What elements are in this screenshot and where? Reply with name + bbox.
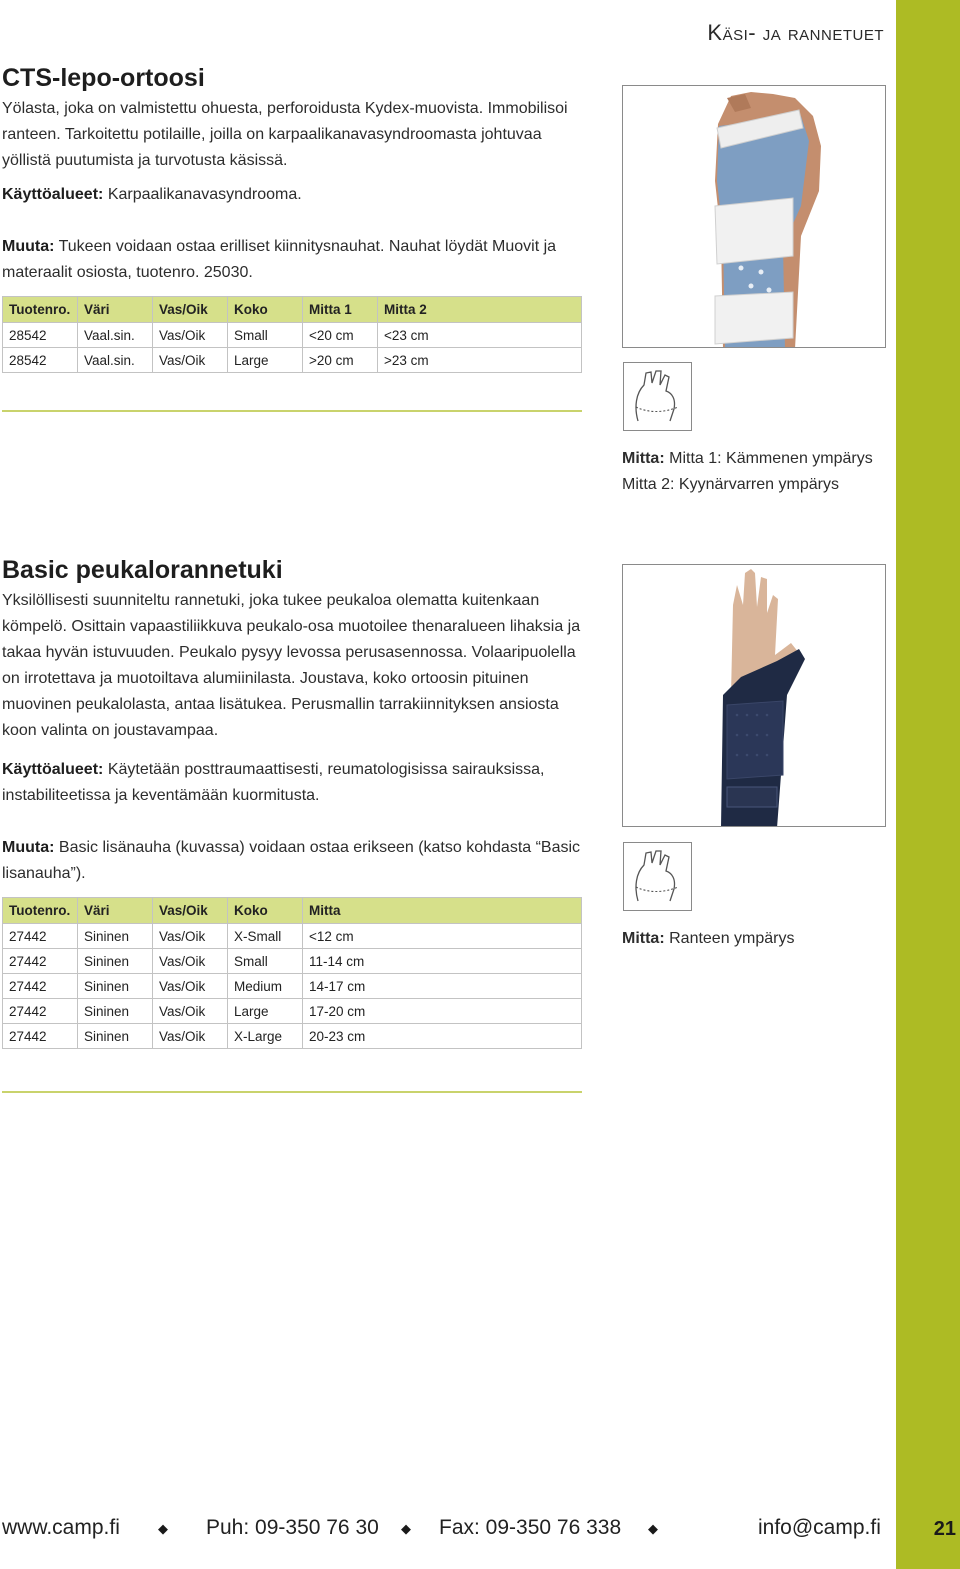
product1-other-label: Muuta: <box>2 238 55 255</box>
product1-measure-label: Mitta: <box>622 450 665 467</box>
table-cell: Sininen <box>78 999 153 1024</box>
table-cell: <12 cm <box>303 924 582 949</box>
table-cell: 11-14 cm <box>303 949 582 974</box>
hand-measurement-icon <box>623 842 692 911</box>
product2-size-table <box>2 897 582 1049</box>
col-header-measure2: Mitta 2 <box>378 297 582 323</box>
table-cell: Large <box>228 999 303 1024</box>
table-cell: Sininen <box>78 949 153 974</box>
table-row <box>3 348 582 373</box>
col-header-side: Vas/Oik <box>153 898 228 924</box>
product2-measure <box>622 926 795 952</box>
section-title: Käsi- ja rannetuet <box>707 20 884 45</box>
table-cell: Vas/Oik <box>153 348 228 373</box>
col-header-size: Koko <box>228 297 303 323</box>
separator-diamond-icon: ◆ <box>158 1521 168 1536</box>
product2-description: Yksilöllisesti suunniteltu rannetuki, joka tukee peukaloa olematta kuitenkaan kömpelö. Osittain vapaastiliikkuva peukalo-osa muotoilee thenaralueen lihaksia ja takaa hyvän istuvuuden. Peukalo pysyy levossa perusasennossa. Volaaripuolella on irrotettava ja muotoiltava alumiinilasta. Joustava, koko ortoosin pituinen muovinen peukalolasta, antaa lisätukea. Perusmallin tarrakiinnityksen ansiosta koon valinta on joustavampaa. <box>2 592 581 739</box>
product2-usage-text: Käytetään posttraumaattisesti, reumatologisissa sairauksissa, instabiliteetissa ja keventämään kuormitusta. <box>2 761 545 804</box>
product1-description: Yölasta, joka on valmistettu ohuesta, perforoidusta Kydex-muovista. Immobilisoi ranteen. Tarkoitettu potilaille, joilla on karpaalikanavasyndroomasta johtuvaa yöllistä puutumista ja turvotusta käsissä. <box>2 100 568 169</box>
table-header-row <box>3 898 582 924</box>
product1-usage-text: Karpaalikanavasyndrooma. <box>107 186 302 203</box>
thumb-wrist-brace-illustration <box>623 565 886 827</box>
table-cell: X-Small <box>228 924 303 949</box>
table-cell: Vas/Oik <box>153 924 228 949</box>
table-row <box>3 949 582 974</box>
table-cell: Vas/Oik <box>153 949 228 974</box>
product2-usage <box>2 757 582 809</box>
thumb-wrist-brace-photo <box>622 564 886 827</box>
table-cell: Small <box>228 323 303 348</box>
table-cell: 27442 <box>3 924 78 949</box>
footer-email[interactable]: info@camp.fi <box>758 1516 881 1539</box>
product2-other <box>2 835 582 887</box>
section-divider <box>2 410 582 412</box>
product1-measure-line2: Mitta 2: Kyynärvarren ympärys <box>622 476 839 493</box>
table-cell: X-Large <box>228 1024 303 1049</box>
table-row <box>3 323 582 348</box>
table-cell: Large <box>228 348 303 373</box>
table-cell: Vaal.sin. <box>78 323 153 348</box>
table-cell: Medium <box>228 974 303 999</box>
table-cell: >20 cm <box>303 348 378 373</box>
table-cell: 27442 <box>3 974 78 999</box>
table-cell: <20 cm <box>303 323 378 348</box>
table-cell: 27442 <box>3 1024 78 1049</box>
wrist-orthosis-illustration <box>623 86 886 348</box>
table-cell: Sininen <box>78 1024 153 1049</box>
table-cell: Small <box>228 949 303 974</box>
separator-diamond-icon: ◆ <box>648 1521 658 1536</box>
table-row <box>3 924 582 949</box>
table-cell: 28542 <box>3 323 78 348</box>
table-cell: Sininen <box>78 974 153 999</box>
table-cell: Vas/Oik <box>153 323 228 348</box>
table-row <box>3 974 582 999</box>
col-header-measure: Mitta <box>303 898 582 924</box>
product2-other-label: Muuta: <box>2 839 55 856</box>
table-cell: 28542 <box>3 348 78 373</box>
product2-other-text: Basic lisänauha (kuvassa) voidaan ostaa erikseen (katso kohdasta “Basic lisanauha”). <box>2 839 581 882</box>
product1-measure-line1 <box>622 446 873 472</box>
col-header-color: Väri <box>78 898 153 924</box>
table-cell: 20-23 cm <box>303 1024 582 1049</box>
hand-measurement-drawing <box>624 363 690 429</box>
product1-usage <box>2 182 592 208</box>
product2-measure-text: Ranteen ympärys <box>669 930 795 947</box>
table-cell: >23 cm <box>378 348 582 373</box>
product2-measure-label: Mitta: <box>622 930 665 947</box>
footer-fax: Fax: 09-350 76 338 <box>439 1516 622 1539</box>
product1-other <box>2 234 592 286</box>
product1-usage-label: Käyttöalueet: <box>2 186 104 203</box>
table-cell: Vas/Oik <box>153 1024 228 1049</box>
table-cell: <23 cm <box>378 323 582 348</box>
product1-other-text: Tukeen voidaan ostaa erilliset kiinnitysnauhat. Nauhat löydät Muovit ja materaalit osiosta, tuotenro. 25030. <box>2 238 557 281</box>
table-row <box>3 999 582 1024</box>
col-header-product-number: Tuotenro. <box>3 297 78 323</box>
hand-measurement-icon <box>623 362 692 431</box>
col-header-color: Väri <box>78 297 153 323</box>
page-number: 21 <box>933 1518 956 1540</box>
table-cell: 27442 <box>3 949 78 974</box>
table-cell: Vaal.sin. <box>78 348 153 373</box>
table-cell: 27442 <box>3 999 78 1024</box>
separator-diamond-icon: ◆ <box>401 1521 411 1536</box>
product1-title: CTS-lepo-ortoosi <box>2 64 205 92</box>
side-color-bar <box>896 0 960 1569</box>
wrist-orthosis-photo <box>622 85 886 348</box>
table-cell: 17-20 cm <box>303 999 582 1024</box>
col-header-size: Koko <box>228 898 303 924</box>
table-cell: Vas/Oik <box>153 974 228 999</box>
section-divider <box>2 1091 582 1093</box>
product1-measure-text1: Mitta 1: Kämmenen ympärys <box>669 450 873 467</box>
product2-title: Basic peukalorannetuki <box>2 556 283 584</box>
table-cell: Sininen <box>78 924 153 949</box>
hand-measurement-drawing <box>624 843 690 909</box>
col-header-measure1: Mitta 1 <box>303 297 378 323</box>
table-row <box>3 1024 582 1049</box>
table-cell: 14-17 cm <box>303 974 582 999</box>
table-header-row <box>3 297 582 323</box>
col-header-product-number: Tuotenro. <box>3 898 78 924</box>
table-cell: Vas/Oik <box>153 999 228 1024</box>
col-header-side: Vas/Oik <box>153 297 228 323</box>
footer-website[interactable]: www.camp.fi <box>2 1516 120 1539</box>
product2-usage-label: Käyttöalueet: <box>2 761 104 778</box>
footer-phone: Puh: 09-350 76 30 <box>206 1516 379 1539</box>
product1-size-table <box>2 296 582 373</box>
